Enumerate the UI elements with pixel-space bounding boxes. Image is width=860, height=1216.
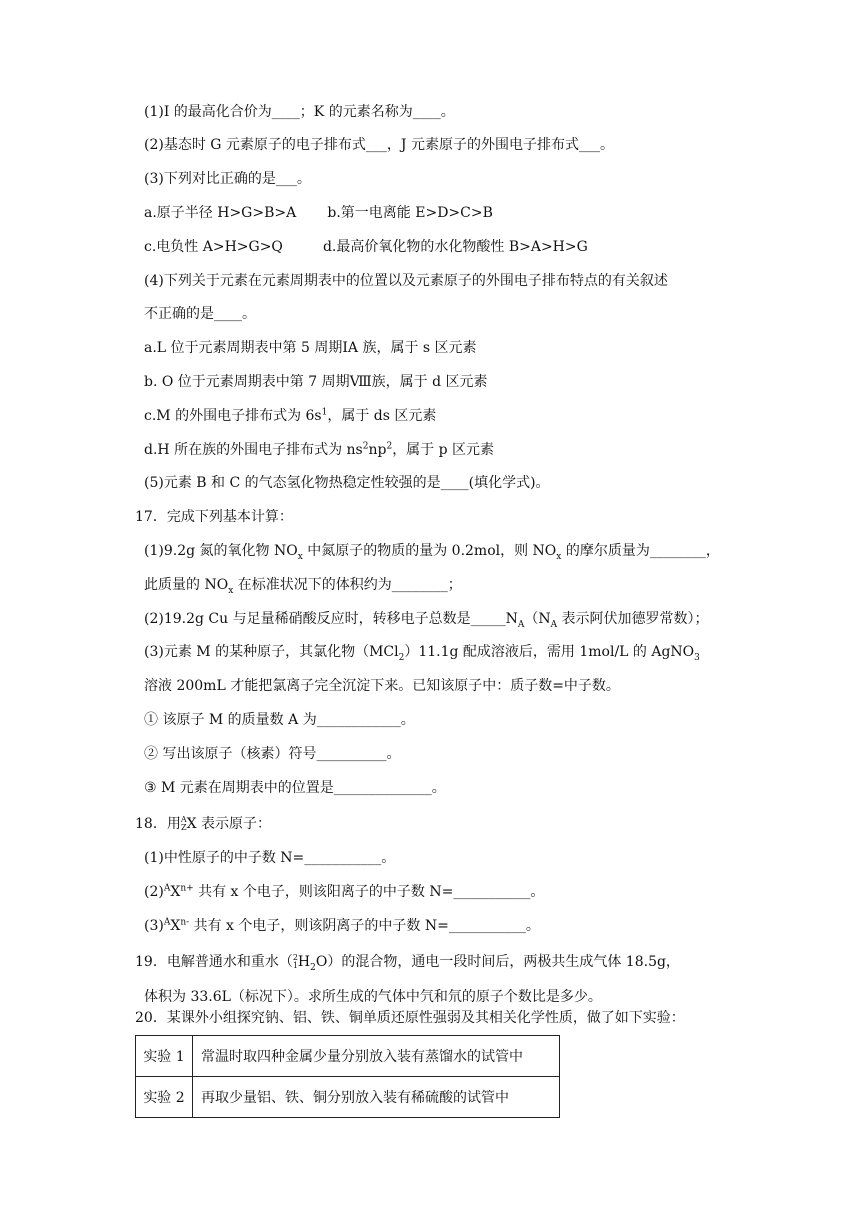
experiment-description: 常温时取四种金属少量分别放入装有蒸馏水的试管中 (193, 1036, 560, 1077)
q17-part2: (2)19.2g Cu 与足量稀硝酸反应时，转移电子总数是$\_\_\_\_\_N_A(N_A$ 表示阿伏加德罗常数）； (144, 611, 709, 630)
q19-title: 19．电解普通水和重水（2 $1H_2O$）的混合物，通电一段时间后，两极共生成气体 18.5g， (135, 953, 680, 973)
q18-part1: (1)中性原子的中子数 N=___________。 (144, 850, 396, 866)
q16-part3: (3)下列对比正确的是___。 (144, 171, 311, 187)
q16-part4-option-d: d.H 所在族的外围电子排布式为 $ns^2np^2$，属于 p 区元素 (144, 441, 495, 458)
deuterium-notation: 2 1 (292, 953, 298, 970)
q16-part4-option-a: a.L 位于元素周期表中第 5 周期ⅠA 族，属于 s 区元素 (144, 340, 477, 356)
q17-sub1: ① 该原子 M 的质量数 A 为____________。 (144, 712, 415, 728)
q20-title: 20．某课外小组探究钠、铝、铁、铜单质还原性强弱及其相关化学性质，做了如下实验： (135, 1010, 685, 1026)
q18-part3: $(3)^AX^{n-}$ 共有 x 个电子，则该阴离子的中子数 N=___________。 (144, 917, 540, 934)
table-row (136, 1036, 560, 1077)
q16-part4-option-c: c.M 的外围电子排布式为 $6s^1$，属于 ds 区元素 (144, 407, 437, 424)
experiment-label: 实验 1 (136, 1036, 193, 1077)
q16-part3-options-ab: a.原子半径 H>G>B>A b.第一电离能 E>D>C>B (144, 205, 493, 221)
q16-part4-cont: 不正确的是____。 (144, 306, 256, 322)
experiment-label: 实验 2 (136, 1077, 193, 1118)
q17-title: 17．完成下列基本计算： (135, 509, 293, 525)
nuclide-notation: A Z (180, 815, 187, 832)
table-row (136, 1077, 560, 1118)
q16-part4-option-b: b. O 位于元素周期表中第 7 周期Ⅷ族，属于 d 区元素 (144, 374, 488, 390)
experiment-table (135, 1035, 560, 1118)
q18-part2: $(2)^AX^{n+}$ 共有 x 个电子，则该阳离子的中子数 N=___________。 (144, 883, 545, 900)
q16-part4: (4)下列关于元素在元素周期表中的位置以及元素原子的外围电子排布特点的有关叙述 (144, 273, 668, 289)
q16-part3-options-cd: c.电负性 A>H>G>Q d.最高价氧化物的水化物酸性 B>A>H>G (144, 239, 588, 255)
q19-cont: 体积为 33.6L（标况下）。求所生成的气体中氕和氘的原子个数比是多少。 (144, 989, 602, 1005)
q16-part1: (1)I 的最高化合价为____；K 的元素名称为____。 (144, 104, 455, 120)
q18-title: 18．用A ZX 表示原子： (135, 815, 272, 832)
q17-part3-cont: 溶液 200mL 才能把氯离子完全沉淀下来。已知该原子中：质子数=中子数。 (144, 678, 620, 694)
q17-part3: (3)元素 M 的某种原子，其氯化物（MCl$_2$）11.1g 配成溶液后，需用 1mol/L 的 AgNO$_3$ (144, 644, 700, 663)
q17-sub2: ② 写出该原子（核素）符号__________。 (144, 746, 401, 762)
q17-part1: (1)9.2g 氮的氧化物 $NO_x$ 中氮原子的物质的量为 0.2mol，则 $NO_x$ 的摩尔质量为________， (144, 543, 720, 562)
experiment-description: 再取少量铝、铁、铜分别放入装有稀硫酸的试管中 (193, 1077, 560, 1118)
q16-part2: (2)基态时 G 元素原子的电子排布式___，J 元素原子的外围电子排布式___。 (144, 137, 614, 153)
q17-sub3: ③ M 元素在周期表中的位置是______________。 (144, 780, 446, 796)
q16-part5: (5)元素 B 和 C 的气态氢化物热稳定性较强的是____(填化学式)。 (144, 475, 550, 491)
q17-part1-cont: 此质量的 $NO_x$ 在标准状况下的体积约为________； (144, 577, 462, 596)
